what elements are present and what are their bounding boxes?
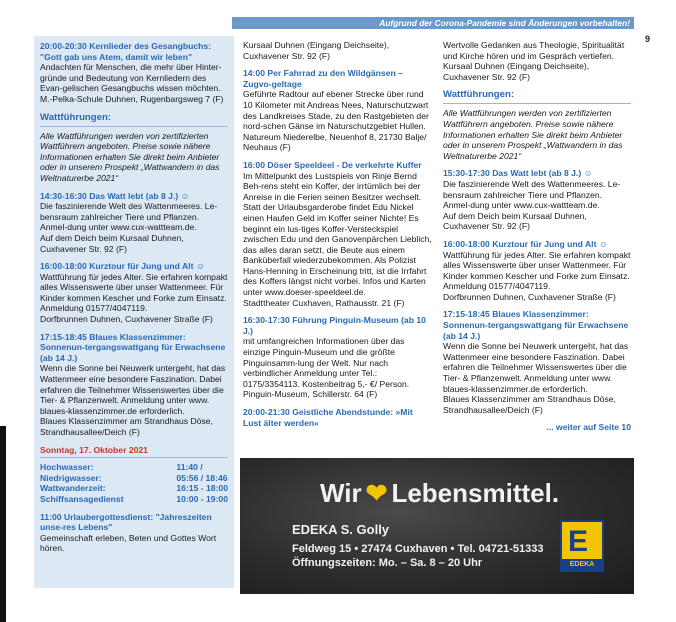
store-hours: Öffnungszeiten: Mo. – Sa. 8 – 20 Uhr [292,557,483,569]
column-3 [443,40,631,433]
event-location: M.-Pelka-Schule Duhnen, Rugenbargsweg 7 (F) [40,93,224,104]
event-title: 14:00 Per Fahrrad zu den Wildgänsen – Zugvo-geltage [243,68,403,89]
date-heading: Sonntag, 17. Oktober 2021 [40,444,148,455]
edeka-logo [560,520,604,572]
event-title: 15:30-17:30 Das Watt lebt (ab 8 J.) ☺ [443,168,593,179]
section-note: Alle Wattführungen werden von zertifizierten Wattführern angeboten. Preise sowie nähere Informationen erhalten Sie direkt beim Anbieter oder in unserem Prospekt „Wattwandern in das Weltnaturerbe 2021“ [40,130,220,183]
event-location: Stadttheater Cuxhaven, Rathausstr. 21 (F) [243,297,405,308]
column-2 [243,40,433,435]
tide-value: 10:00 - 19:00 [176,493,228,504]
event-title: 16:00-18:00 Kurztour für Jung und Alt ☺ [443,238,608,249]
left-edge-bar [0,426,6,622]
guided-walks-section [40,112,228,184]
event-speeldeel [243,160,433,308]
event-title: 16:30-17:30 Führung Pinguin-Museum (ab 10 J.) [243,315,426,336]
event-title: 20:00-21:30 Geistliche Abendstunde: »Mit Lust älter werden« [243,407,413,428]
event-body: Die faszinierende Welt des Wattenmeeres. Le-bensraum zahlreicher Tiere und Pflanzen. Anmel-dung unter www.cux-wattteam.de. [40,201,218,233]
event-location: Natureum Niederelbe, Neuenhof 8, 21730 Balje/ Neuhaus (F) [243,131,427,153]
tide-value: 05:56 / 18:46 [176,472,228,483]
event-body: Im Mittelpunkt des Lustspiels von Rinje Bernd Beh-rens steht ein Koffer, der irrtümlich bei der Anreise in die Ferien seinen Besitzer wechselt. Statt der Urlaubsgarderobe findet Edu Nickel einen Haufen Geld im Koffer seiner Nichte! Es beginnt ein lus-tiges Koffer-Versteckspiel zwischen Edu und den Ganovenpärchen Lieblich, das alles daran setzt, die Beute aus einem Banküberfall wiederzubekommen. Als Polizist Hans-Henning in Erscheinung tritt, ist die Irrfahrt des Koffers längst nicht vorbei. Infos und Karten unter www.doeser-speeldeel.de. [243,170,432,298]
event-body: Wenn die Sonne bei Neuwerk untergeht, hat das Wattenmeer eine besondere Faszination. Dabei erfahren die Teilnehmer Wissenswertes über die Tier- & Pflanzenwelt. Anmeldung unter www. blaues-klassenzimmer.de erforderlich. [40,363,226,416]
heart-icon: ❤ [365,478,388,508]
tide-value: 11:40 / [176,462,203,473]
event-kurztour [443,239,631,303]
ad-slogan [320,478,559,508]
event-title: 17:15-18:45 Blaues Klassenzimmer: Sonnenun-tergangswattgang für Erwachsene (ab 14 J.) [40,331,226,363]
event-title: 14:30-16:30 Das Watt lebt (ab 8 J.) ☺ [40,190,190,201]
event-kurztour [40,261,228,325]
event-location: Blaues Klassenzimmer am Strandhaus Döse, Strandhausallee/Deich (F) [40,416,213,437]
logo-text: EDEKA [562,559,602,570]
event-title: 17:15-18:45 Blaues Klassenzimmer: Sonnenun-tergangswattgang für Erwachsene (ab 14 J.) [443,309,629,341]
divider [40,457,228,458]
continued-text: Kursaal Duhnen (Eingang Deichseite), Cuxhavener Str. 92 (F) [243,40,390,61]
event-location: Auf dem Deich beim Kursaal Duhnen, Cuxhavener Str. 92 (F) [443,210,587,232]
page-number: 9 [645,34,651,44]
store-name: EDEKA S. Golly [292,522,390,537]
tide-label: Wattwanderzeit: [40,483,106,494]
column-1 [34,36,234,588]
event-location: Dorfbrunnen Duhnen, Cuxhavener Straße (F) [40,314,213,325]
corona-banner: Aufgrund der Corona-Pandemie sind Änderungen vorbehalten! [232,17,634,29]
divider [40,126,228,127]
event-kernlieder [40,41,228,105]
tide-label: Niedrigwasser: [40,472,102,483]
event-blaues-klassenzimmer [443,309,631,415]
guided-walks-section [443,89,631,161]
slogan-left: Wir [320,478,362,508]
event-body: Geführte Radtour auf ebener Strecke über rund 10 Kilometer mit Andreas Nees, Naturschutzwart des Landkreises Stade, zu den Rastgebieten der nord-schen Gänse im Naturschutzgebiet Hullen. [243,89,429,132]
tide-value: 16:15 - 18:00 [176,483,228,494]
event-location: Dorfbrunnen Duhnen, Cuxhavener Straße (F) [443,291,616,302]
divider [443,103,631,104]
event-body: Andachten für Menschen, die mehr über Hinter-gründe und Bedeutung von Kernliedern des Evan-gelischen Gesangbuchs wissen möchten. [40,62,222,94]
event-watt-lebt [443,168,631,232]
section-heading: Wattführungen: [40,111,112,123]
tide-label: Hochwasser: [40,462,94,473]
tide-table [40,462,228,504]
event-body: mit umfangreichen Informationen über das einzige Pinguin-Museum und die größte Pinguinsamm-lung der Welt. Nur nach verbindlicher Anmeldung unter Tel.: 0175/3354113. Kostenbeitrag 5,- €/ Person. [243,336,410,389]
event-location: Pinguin-Museum, Schillerstr. 64 (F) [243,389,378,400]
section-note: Alle Wattführungen werden von zertifizierten Wattführern angeboten. Preise sowie nähere Informationen erhalten Sie direkt beim Anbieter oder in unserem Prospekt „Wattwandern in das Weltnaturerbe 2021“ [443,108,623,161]
event-title: 11:00 Urlaubergottesdienst: "Jahreszeiten unse-res Lebens" [40,511,212,533]
event-title: 16:00-18:00 Kurztour für Jung und Alt ☺ [40,261,205,272]
event-pinguin-museum [243,315,433,400]
event-location: Blaues Klassenzimmer am Strandhaus Döse, Strandhausallee/Deich (F) [443,394,616,415]
event-blaues-klassenzimmer [40,332,228,438]
section-heading: Wattführungen: [443,89,515,101]
event-body: Die faszinierende Welt des Wattenmeeres. Le-bensraum zahlreicher Tiere und Pflanzen. Anmel-dung unter www.cux-wattteam.de. [443,178,621,211]
event-body: Wattführung für jedes Alter. Sie erfahren kompakt alles Wissenswerte über unser Wattenmeer. Für Kinder kommen Kescher und Forke zum Einsatz. Anmeldung 01577/4047119. [443,249,631,292]
store-address: Feldweg 15 • 27474 Cuxhaven • Tel. 04721-51333 [292,543,544,555]
slogan-right: Lebensmittel. [391,478,560,508]
event-title: 16:00 Döser Speeldeel - De verkehrte Kuffer [243,159,422,170]
event-title: 20:00-20:30 Kernlieder des Gesangbuchs: "Gott gab uns Atem, damit wir leben" [40,41,211,62]
event-abendstunde [243,407,433,428]
continued-on-page-link: ... weiter auf Seite 10 [546,422,631,433]
logo-letter: E [568,525,589,558]
continued-text: Wertvolle Gedanken aus Theologie, Spiritualität und Kirche hören und im Gespräch vertiefen. Kursaal Duhnen (Eingang Deichseite), Cuxhavener Str. 92 (F) [443,40,625,82]
event-fahrrad [243,68,433,153]
event-location: Auf dem Deich beim Kursaal Duhnen, Cuxhavener Str. 92 (F) [40,232,184,254]
event-gottesdienst [40,512,228,554]
event-body: Gemeinschaft erleben, Beten und Gottes Wort hören. [40,532,217,554]
tide-label: Schiffsansagedienst [40,493,124,504]
event-body: Wattführung für jedes Alter. Sie erfahren kompakt alles Wissenswerte über unser Wattenmeer. Für Kinder kommen Kescher und Forke zum Einsatz. Anmeldung 01577/4047119. [40,271,228,314]
event-body: Wenn die Sonne bei Neuwerk untergeht, hat das Wattenmeer eine besondere Faszination. Dabei erfahren die Teilnehmer Wissenswertes über die Tier- & Pflanzenwelt. Anmeldung unter www. blaues-klassenzimmer.de erforderlich. [443,341,629,394]
event-watt-lebt [40,191,228,255]
edeka-advertisement [240,458,634,594]
